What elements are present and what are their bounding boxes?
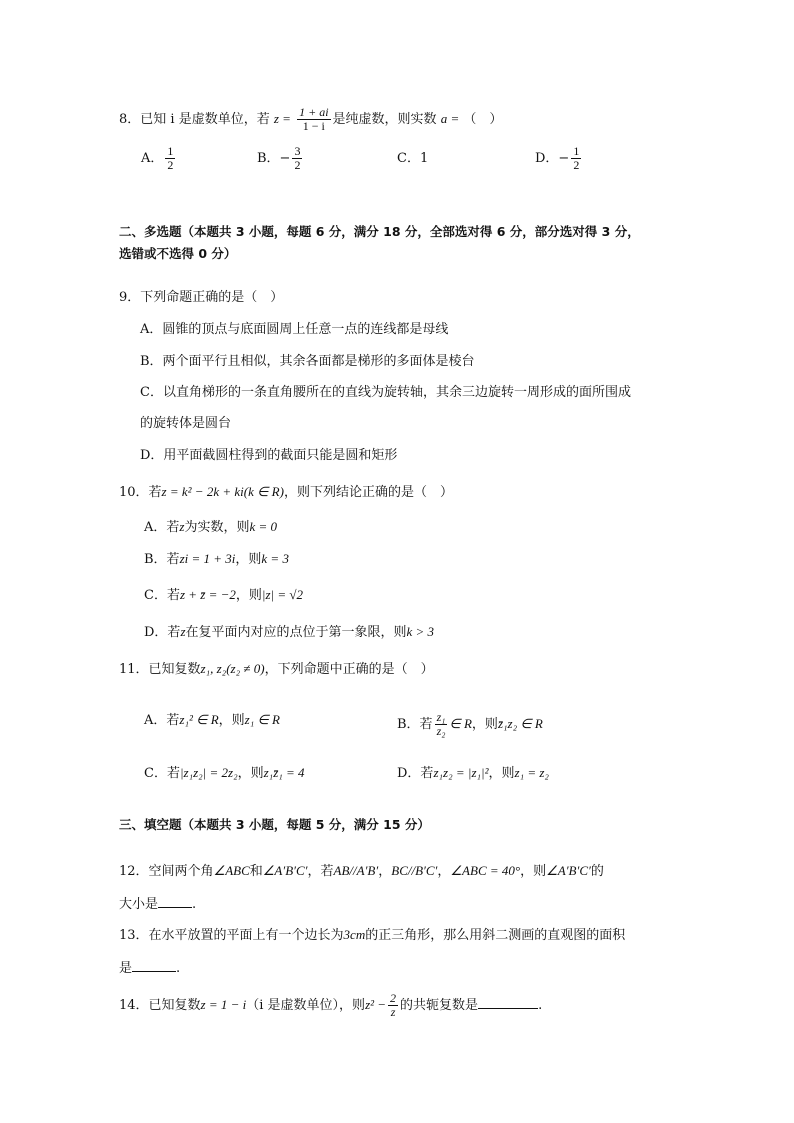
q14-answer-blank[interactable] [478,994,538,1009]
q10-option-c: C．若z + z̄ = −2，则|z| = √2 [144,587,304,603]
q11-option-a: A．若z₁² ∈ R，则z₁ ∈ R [144,712,280,728]
q9-stem: 9．下列命题正确的是（ ） [119,290,284,305]
q11-stem: 11．已知复数z₁, z₂(z₂ ≠ 0)，下列命题中正确的是（ ） [119,661,434,677]
q10-option-a: A．若z为实数，则k = 0 [144,519,278,535]
section2-heading-line1: 二、多选题（本题共 3 小题，每题 6 分，满分 18 分，全部选对得 6 分，部分选对得 3 分， [119,224,640,239]
q8-option-d: D．− $\frac{1}{2}$ [535,144,580,172]
q12-line1: 12．空间两个角∠ABC和∠A′B′C′，若AB//A′B′，BC//B′C′，∠ABC = 40°，则∠A′B′C′的 [119,863,604,879]
q11-option-d: D．若z₁z₂ = |z₁|²，则z₁ = z₂ [397,765,549,781]
q10-stem: 10．若z = k² − 2k + ki(k ∈ R)，则下列结论正确的是（ ） [119,484,453,500]
q8-option-c: C．1 [397,151,429,166]
q8-z-eq: z = [273,111,291,126]
q11-option-b: B．若 $\frac{\text{z₁}}{\text{z₂}}$ ∈ R，则z̄₁z₂ ∈ R [397,710,543,738]
q8-option-a: A． $\frac{1}{2}$ [141,144,174,172]
q8-pre: 已知 i 是虚数单位，若 [140,112,270,127]
q13-line2: 是 . [119,957,180,978]
q9-option-c-line1: C．以直角梯形的一条直角腰所在的直线为旋转轴，其余三边旋转一周形成的面所围成 [140,385,631,400]
q8-option-a-fraction: $\frac{1}{2}$ [167,144,174,172]
q11-option-b-fraction: $\frac{\text{z₁}}{\text{z₂}}$ [436,710,446,738]
q10-option-d: D．若z在复平面内对应的点位于第一象限，则k > 3 [144,624,435,640]
q13-answer-blank[interactable] [132,957,176,972]
q14-stem: 14．已知复数z = 1 − i（i 是虚数单位），则z² − $\frac{2}{z}$ 的共轭复数是 . [119,991,543,1019]
q8-number: 8． [119,112,141,127]
q9-option-b: B．两个面平行且相似，其余各面都是梯形的多面体是棱台 [140,354,475,369]
q10-expression: z = k² − 2k + ki(k ∈ R) [161,484,284,499]
q13-line1: 13．在水平放置的平面上有一个边长为3cm的正三角形，那么用斜二测画的直观图的面积 [119,927,626,943]
q8-option-d-fraction: $\frac{1}{2}$ [573,144,580,172]
q8-fraction: $\frac{1 + ai}{1 - i}$ [299,105,329,133]
q9-option-c-line2: 的旋转体是圆台 [140,416,232,431]
q9-option-a: A．圆锥的顶点与底面圆周上任意一点的连线都是母线 [140,322,449,337]
q12-line2: 大小是 . [119,893,196,914]
q8-post: 是纯虚数，则实数 [332,112,437,127]
q8-option-b-fraction: $\frac{3}{2}$ [294,144,301,172]
section3-heading: 三、填空题（本题共 3 小题，每题 5 分，满分 15 分） [119,817,430,832]
q8-option-b: B．− $\frac{3}{2}$ [257,144,301,172]
q14-fraction: $\frac{2}{z}$ [390,991,397,1019]
q9-option-d: D．用平面截圆柱得到的截面只能是圆和矩形 [140,448,398,463]
q11-option-c: C．若|z₁z₂| = 2z₂，则z₁z̄₁ = 4 [144,765,305,781]
q12-answer-blank[interactable] [158,893,192,908]
q8-paren: （ ） [463,112,503,127]
section2-heading-line2: 选错或不选得 0 分） [119,246,237,261]
q10-option-b: B．若zi = 1 + 3i，则k = 3 [144,551,289,567]
q8-a-eq: a = [440,111,460,126]
q8-stem [119,106,502,133]
